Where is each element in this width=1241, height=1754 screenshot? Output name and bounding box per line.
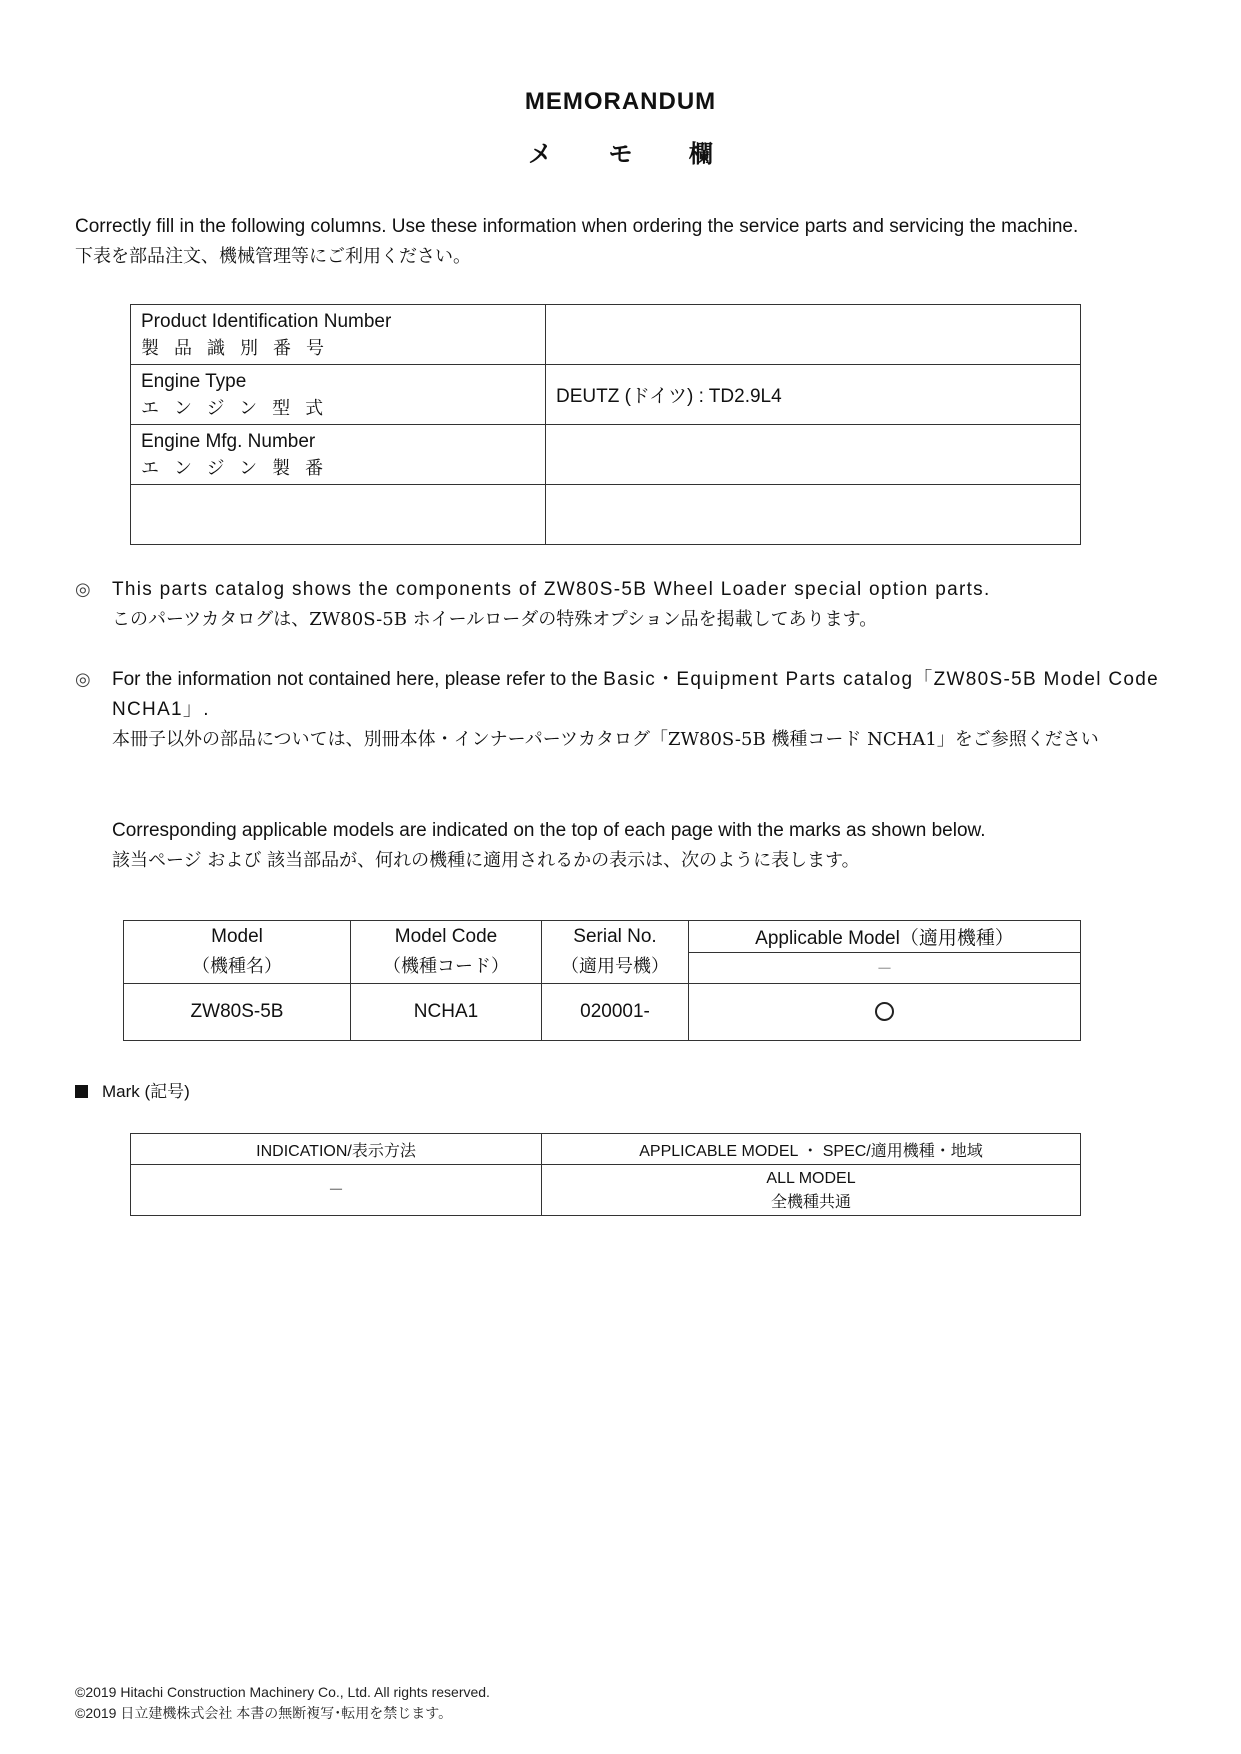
label-jp: エンジン製番 xyxy=(141,457,339,479)
note-2-en-b: Basic・Equipment Parts catalog「ZW80S-5B Model Code NCHA1」. xyxy=(112,669,1159,720)
table-row xyxy=(124,984,1081,1041)
label-jp: 製品識別番号 xyxy=(141,337,339,359)
identification-table xyxy=(130,304,1081,545)
table-row xyxy=(131,1165,1081,1216)
mark-label xyxy=(75,1077,190,1102)
all-model-jp: 全機種共通 xyxy=(770,1192,851,1211)
copyright-en: ©2019 Hitachi Construction Machinery Co., Ltd. All rights reserved. xyxy=(75,1684,490,1700)
copyright-jp: ©2019 日立建機株式会社 本書の無断複写･転用を禁じます。 xyxy=(75,1705,453,1721)
header-en: Model Code xyxy=(394,926,498,947)
serial-cell: 020001- xyxy=(542,984,689,1041)
indication-cell: － xyxy=(131,1165,542,1216)
table-header-row xyxy=(124,921,1081,953)
note-2-jp: 本冊子以外の部品については、別冊本体・インナーパーツカタログ「ZW80S-5B 機種コード NCHA1」をご参照ください xyxy=(112,729,1099,750)
square-bullet-icon xyxy=(75,1085,88,1098)
product-id-field[interactable] xyxy=(546,305,1081,365)
header-en: Serial No. xyxy=(573,926,657,947)
label-cell xyxy=(131,365,546,425)
blank-label-cell[interactable] xyxy=(131,485,546,545)
applicable-model-header: Applicable Model（適用機種） xyxy=(689,921,1081,953)
header-jp: （適用号機） xyxy=(561,956,669,977)
note-1 xyxy=(75,575,1195,635)
model-code-cell: NCHA1 xyxy=(351,984,542,1041)
intro-text xyxy=(75,212,1195,272)
applicable-model-subheader: － xyxy=(689,952,1081,984)
note-1-en: This parts catalog shows the components of ZW80S-5B Wheel Loader special option parts. xyxy=(112,579,991,600)
serial-no-header xyxy=(542,921,689,984)
model-header xyxy=(124,921,351,984)
note-3 xyxy=(75,816,1195,876)
table-header-row xyxy=(131,1134,1081,1165)
all-model-en: ALL MODEL xyxy=(766,1170,856,1187)
applicable-model-spec-header: APPLICABLE MODEL ・ SPEC/適用機種・地域 xyxy=(542,1134,1081,1165)
double-circle-icon: ◎ xyxy=(75,669,91,690)
note-2-en-a: For the information not contained here, please refer to the xyxy=(112,669,598,690)
applicable-cell xyxy=(689,984,1081,1041)
note-2 xyxy=(75,665,1195,755)
table-row xyxy=(131,425,1081,485)
page-title: MEMORANDUM xyxy=(524,88,717,115)
label-en: Engine Mfg. Number xyxy=(141,430,316,452)
copyright-footer xyxy=(75,1682,490,1724)
mark-label-text: Mark (記号) xyxy=(102,1082,190,1101)
table-row xyxy=(131,305,1081,365)
header-jp: （機種コード） xyxy=(383,956,509,977)
model-code-header xyxy=(351,921,542,984)
note-1-jp: このパーツカタログは、ZW80S-5B ホイールローダの特殊オプション品を掲載してあります。 xyxy=(112,609,878,630)
label-en: Engine Type xyxy=(141,370,247,392)
blank-value-field[interactable] xyxy=(546,485,1081,545)
intro-jp: 下表を部品注文、機械管理等にご利用ください。 xyxy=(75,246,471,267)
note-2-en xyxy=(112,665,1195,725)
engine-type-field[interactable]: DEUTZ (ドイツ) : TD2.9L4 xyxy=(546,365,1081,425)
header-en: Model xyxy=(211,926,263,947)
intro-en: Correctly fill in the following columns. Use these information when ordering the service parts and servicing the machine. xyxy=(75,216,1079,237)
label-cell xyxy=(131,305,546,365)
double-circle-icon: ◎ xyxy=(75,579,91,600)
note-3-en: Corresponding applicable models are indicated on the top of each page with the marks as shown below. xyxy=(112,820,986,841)
mark-table xyxy=(130,1133,1081,1216)
model-cell: ZW80S-5B xyxy=(124,984,351,1041)
page-title-jp: メ モ 欄 xyxy=(528,140,713,168)
model-table xyxy=(123,920,1081,1041)
circle-icon xyxy=(875,1002,894,1021)
engine-mfg-number-field[interactable] xyxy=(546,425,1081,485)
label-cell xyxy=(131,425,546,485)
note-3-jp: 該当ページ および 該当部品が、何れの機種に適用されるかの表示は、次のように表します。 xyxy=(112,850,860,871)
label-en: Product Identification Number xyxy=(141,310,392,332)
all-model-cell xyxy=(542,1165,1081,1216)
header-jp: （機種名） xyxy=(192,956,282,977)
table-row xyxy=(131,485,1081,545)
table-row xyxy=(131,365,1081,425)
label-jp: エンジン型式 xyxy=(141,397,339,419)
indication-header: INDICATION/表示方法 xyxy=(131,1134,542,1165)
